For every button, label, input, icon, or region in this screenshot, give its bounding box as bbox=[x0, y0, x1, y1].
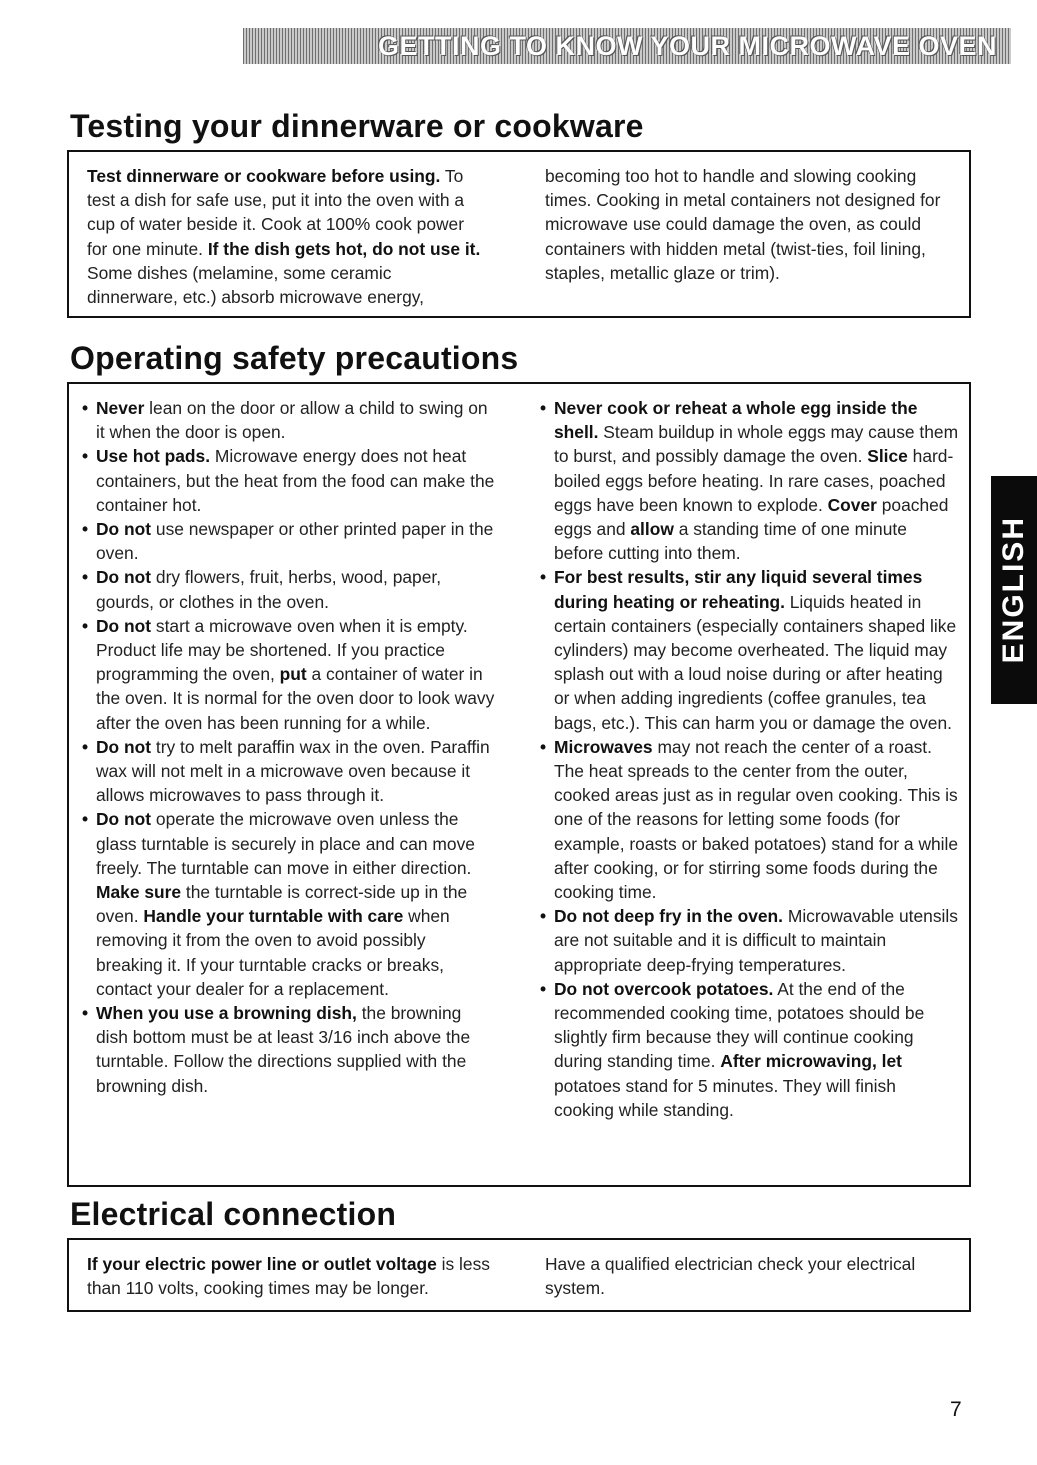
item-text: Liquids heated in certain containers (especially containers shaped like cylinders) may become overheated. The liquid may splash out with a loud noise during or after heating or when adding ingredients (coffee granules, tea bags, etc.). This can harm you or damage the oven. bbox=[554, 591, 957, 733]
language-tab bbox=[991, 476, 1037, 704]
safety-right-list bbox=[539, 396, 959, 1122]
item-bold: For best results, stir any liquid several times during heating or reheating. bbox=[554, 567, 923, 612]
heading-electrical: Electrical connection bbox=[70, 1196, 397, 1232]
safety-right-column bbox=[539, 396, 959, 1122]
testing-left-column bbox=[87, 164, 487, 309]
box-testing bbox=[67, 150, 971, 318]
item-bold: Cover bbox=[827, 494, 877, 515]
item-bold: Slice bbox=[867, 446, 908, 467]
item-text: start a microwave oven when it is empty. Product life may be shortened. If you practice programming the oven, bbox=[96, 615, 468, 685]
list-item bbox=[81, 614, 495, 735]
item-text: the browning dish bottom must be at least 3/16 inch above the turntable. Follow the directions supplied with the browning dish. bbox=[96, 1003, 471, 1096]
item-bold: Make sure bbox=[96, 882, 182, 903]
list-item bbox=[81, 396, 495, 444]
item-bold: Handle your turntable with care bbox=[143, 906, 404, 927]
item-text: Steam buildup in whole eggs may cause them to burst, and possibly damage the oven. bbox=[554, 422, 959, 467]
banner-text: GETTING TO KNOW YOUR MICROWAVE OVEN bbox=[377, 30, 997, 61]
item-text: Microwavable utensils are not suitable and it is difficult to maintain appropriate deep-frying temperatures. bbox=[554, 906, 958, 975]
item-text: hard-boiled eggs before heating. In rare cases, poached eggs have been known to explode. bbox=[554, 446, 954, 515]
item-text: poached eggs and bbox=[554, 494, 949, 540]
testing-right-column bbox=[545, 164, 955, 285]
safety-left-column bbox=[81, 396, 495, 1098]
testing-left-paragraph bbox=[87, 164, 487, 309]
item-bold: Do not bbox=[96, 567, 152, 588]
testing-right-paragraph: becoming too hot to handle and slowing cooking times. Cooking in metal containers not designed for microwave use could damage the oven, as could containers with hidden metal (twist-ties, foil lining, staples, metallic glaze or trim). bbox=[545, 166, 941, 283]
item-bold: Do not bbox=[96, 736, 152, 757]
item-bold: When you use a browning dish, bbox=[96, 1003, 357, 1024]
electrical-text-1: is less than 110 volts, cooking times may be longer. bbox=[87, 1254, 490, 1299]
list-item bbox=[539, 565, 959, 734]
item-text: the turntable is correct-side up in the oven. bbox=[96, 882, 468, 927]
electrical-bold-1: If your electric power line or outlet voltage bbox=[87, 1254, 437, 1274]
item-text: use newspaper or other printed paper in the oven. bbox=[96, 519, 494, 564]
list-item bbox=[81, 565, 495, 613]
box-safety bbox=[67, 382, 971, 1187]
item-bold: allow bbox=[630, 519, 674, 540]
item-bold: Do not bbox=[96, 615, 152, 636]
item-bold: Use hot pads. bbox=[96, 446, 211, 467]
language-tab-label: ENGLISH bbox=[997, 516, 1030, 664]
safety-left-list bbox=[81, 396, 495, 1098]
section-banner bbox=[243, 28, 1011, 64]
list-item bbox=[539, 977, 959, 1122]
electrical-left-column bbox=[87, 1252, 497, 1300]
item-text: may not reach the center of a roast. The heat spreads to the center from the outer, cooked areas just as in regular oven cooking. This is one of the reasons for letting some foods (for example, roasts or baked potatoes) stand for a while after cooking, or for stirring some foods during the cooking time. bbox=[554, 736, 959, 903]
testing-bold-2: If the dish gets hot, do not use it. bbox=[207, 238, 481, 259]
list-item bbox=[81, 444, 495, 517]
list-item bbox=[539, 396, 959, 565]
item-text: dry flowers, fruit, herbs, wood, paper, gourds, or clothes in the oven. bbox=[96, 567, 442, 612]
item-text: when removing it from the oven to avoid possibly breaking it. If your turntable cracks or breaks, contact your dealer for a replacement. bbox=[96, 906, 450, 999]
item-text: operate the microwave oven unless the glass turntable is securely in place and can move freely. The turntable can move in either direction. bbox=[96, 809, 475, 878]
item-text: try to melt paraffin wax in the oven. Paraffin wax will not melt in a microwave oven because it allows microwaves to pass through it. bbox=[96, 736, 490, 806]
list-item bbox=[81, 807, 495, 1001]
testing-bold-1: Test dinnerware or cookware before using. bbox=[87, 166, 441, 186]
heading-testing: Testing your dinnerware or cookware bbox=[70, 108, 644, 144]
item-bold: Do not bbox=[96, 809, 152, 830]
heading-safety: Operating safety precautions bbox=[70, 340, 519, 376]
testing-text-2: Some dishes (melamine, some ceramic dinnerware, etc.) absorb microwave energy, bbox=[87, 262, 425, 308]
item-text: lean on the door or allow a child to swing on it when the door is open. bbox=[96, 398, 488, 443]
item-text: At the end of the recommended cooking time, potatoes should be slightly firm because they will continue cooking during standing time. bbox=[554, 978, 925, 1072]
item-text: Microwave energy does not heat containers, but the heat from the food can make the container hot. bbox=[96, 446, 495, 515]
item-bold: Never cook or reheat a whole egg inside the shell. bbox=[554, 398, 918, 443]
testing-text-1: To test a dish for safe use, put it into the oven with a cup of water beside it. Cook at 100% cook power for one minute. bbox=[87, 166, 465, 259]
list-item bbox=[81, 517, 495, 565]
box-electrical bbox=[67, 1238, 971, 1312]
item-bold: Do not bbox=[96, 519, 152, 540]
item-bold: Do not overcook potatoes. bbox=[554, 978, 774, 999]
item-text: a container of water in the oven. It is normal for the oven door to look wavy after the oven has been running for a while. bbox=[96, 664, 495, 733]
item-bold: After microwaving, let bbox=[720, 1051, 902, 1072]
page-number: 7 bbox=[950, 1398, 962, 1421]
list-item bbox=[81, 1001, 495, 1098]
item-text: potatoes stand for 5 minutes. They will finish cooking while standing. bbox=[554, 1075, 896, 1120]
electrical-left-paragraph bbox=[87, 1252, 497, 1300]
list-item bbox=[539, 904, 959, 977]
list-item bbox=[539, 735, 959, 904]
electrical-right-paragraph: Have a qualified electrician check your electrical system. bbox=[545, 1254, 916, 1299]
electrical-right-column bbox=[545, 1252, 945, 1300]
item-bold: Do not deep fry in the oven. bbox=[554, 906, 783, 927]
item-bold: Never bbox=[96, 398, 145, 418]
item-text: a standing time of one minute before cutting into them. bbox=[554, 519, 907, 564]
list-item bbox=[81, 735, 495, 808]
item-bold: put bbox=[279, 664, 307, 685]
item-bold: Microwaves bbox=[554, 736, 653, 757]
